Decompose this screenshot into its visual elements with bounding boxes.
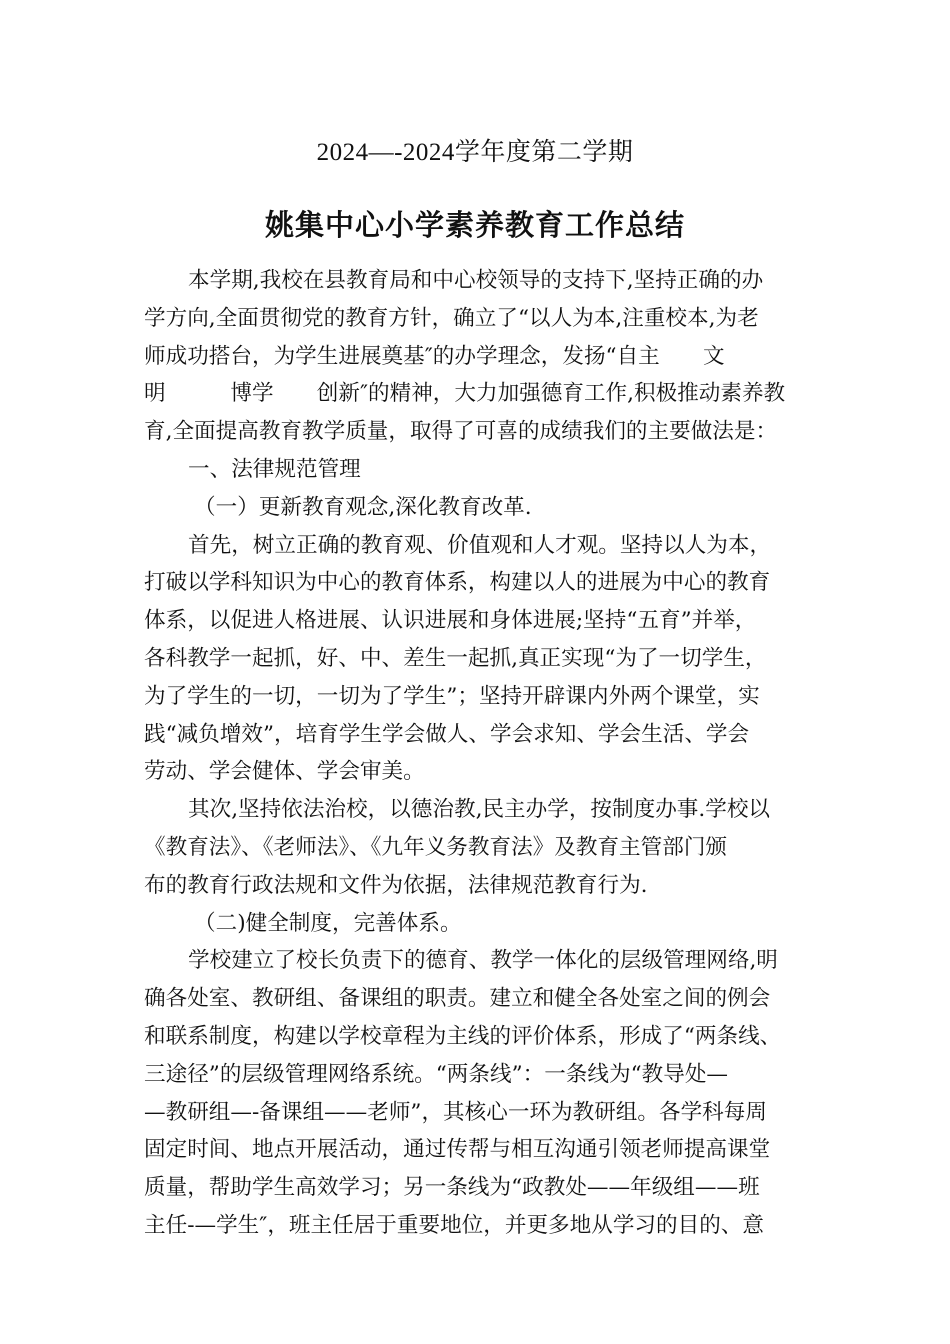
paragraph-line: 劳动、学会健体、学会审美。 — [144, 759, 425, 785]
paragraph-line: 确各处室、教研组、备课组的职责。建立和健全各处室之间的例会 — [144, 986, 771, 1012]
paragraph-line: 《教育法》、《老师法》、《九年义务教育法》及教育主管部门颁 — [144, 834, 728, 860]
paragraph-line: 践“减负增效”，培育学生学会做人、学会求知、学会生活、学会 — [144, 721, 750, 747]
paragraph-line: 体系，以促进人格进展、认识进展和身体进展;坚持“五育”并举， — [144, 608, 757, 634]
paragraph-line: 三途径”的层级管理网络系统。“两条线”：一条线为“教导处— — [144, 1061, 729, 1087]
document-title: 姚集中心小学素养教育工作总结 — [264, 208, 685, 242]
paragraph-line: 本学期,我校在县教育局和中心校领导的支持下,坚持正确的办 — [188, 268, 764, 293]
paragraph-line: 其次,坚持依法治校，以德治教,民主办学，按制度办事.学校以 — [188, 797, 771, 823]
paragraph-line: —教研组—-备课组——老师”，其核心一环为教研组。各学科每周 — [144, 1099, 767, 1125]
paragraph-line: 主任-—学生″，班主任居于重要地位，并更多地从学习的目的、意 — [144, 1212, 764, 1238]
paragraph-line: 布的教育行政法规和文件为依据，法律规范教育行为. — [144, 872, 648, 898]
paragraph-line: 师成功搭台，为学生进展奠基″的办学理念，发扬“自主 文 — [144, 343, 725, 369]
paragraph-line: 育,全面提高教育教学质量，取得了可喜的成绩我们的主要做法是： — [144, 419, 778, 445]
paragraph-line: 学方向,全面贯彻党的教育方针，确立了“以人为本,注重校本,为老 — [144, 305, 759, 331]
paragraph-line: 打破以学科知识为中心的教育体系，构建以人的进展为中心的教育 — [144, 570, 771, 596]
paragraph-line: 固定时间、地点开展活动，通过传帮与相互沟通引领老师提高课堂 — [144, 1137, 771, 1163]
paragraph-line: 各科教学一起抓，好、中、差生一起抓,真正实现“为了一切学生， — [144, 645, 767, 671]
paragraph-line: 为了学生的一切，一切为了学生”；坚持开辟课内外两个课堂，实 — [144, 683, 760, 709]
section-heading: 一、法律规范管理 — [188, 456, 361, 482]
subsection-heading: （二)健全制度，完善体系。 — [194, 910, 462, 936]
paragraph-line: 明 博学 创新″的精神，大力加强德育工作,积极推动素养教 — [144, 381, 786, 407]
paragraph-line: 质量，帮助学生高效学习；另一条线为“政教处——年级组——班 — [144, 1175, 760, 1201]
paragraph-line: 学校建立了校长负责下的德育、教学一体化的层级管理网络,明 — [188, 948, 778, 974]
subsection-heading: （一）更新教育观念,深化教育改革. — [194, 494, 532, 520]
document-body — [144, 262, 806, 1245]
paragraph-line: 和联系制度，构建以学校章程为主线的评价体系，形成了“两条线、 — [144, 1023, 782, 1049]
term-heading: 2024—-2024学年度第二学期 — [316, 139, 634, 166]
paragraph-line: 首先，树立正确的教育观、价值观和人才观。坚持以人为本， — [188, 532, 772, 558]
